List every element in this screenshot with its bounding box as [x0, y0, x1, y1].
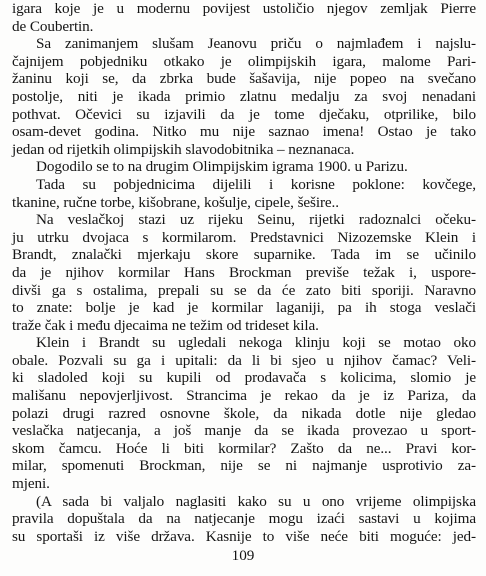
text-line: da je njihov kormilar Hans Brockman previše težak i, uspore-	[12, 263, 476, 281]
body-text	[12, 0, 476, 545]
text-line: jedan od rijetkih olimpijskih slavodobitnika – neznanaca.	[12, 140, 355, 158]
text-line: Dogodilo se to na drugim Olimpijskim igrama 1900. u Parizu.	[36, 158, 408, 176]
text-line: traže čak i među djecaima ne težim od trideset kila.	[12, 316, 319, 334]
text-line: veslačka natjecanja, a još manje da se ikada provezao u sport-	[12, 422, 476, 440]
text-line: igara koje je u modernu povijest ustoličio njegov zemljak Pierre	[12, 0, 476, 17]
text-line: čajnijem pobjedniku otkako je olimpijskih igara, malome Pari-	[12, 52, 476, 70]
text-line: Brandt, znalački mjerkaju skore suparnike. Tada im se učinilo	[12, 246, 476, 264]
text-line: Na veslačkoj stazi uz rijeku Seinu, rijetki radoznalci očeku-	[36, 211, 476, 229]
text-line: postolje, niti je ikada primio zlatnu medalju za svoj nenadani	[12, 87, 476, 105]
text-line: mališanu nepovjerljivost. Strancima je rekao da je iz Pariza, da	[12, 387, 476, 405]
text-line: ju utrku dvojaca s kormilarom. Predstavnici Nizozemske Klein i	[12, 228, 476, 246]
text-line: pravila dopuštala da na natjecanje mogu izaći sastavi u kojima	[12, 510, 476, 528]
text-line: Klein i Brandt su ugledali nekoga klinju koji se motao oko	[36, 334, 476, 352]
text-line: skom čamcu. Hoće li biti kormilar? Zašto da ne... Pravi kor-	[12, 439, 476, 457]
text-line: su sportaši iz više država. Kasnije to više neće biti moguće: jed-	[12, 527, 476, 545]
text-line: obale. Pozvali su ga i upitali: da li bi sjeo u njihov čamac? Veli-	[12, 351, 476, 369]
page-number: 109	[231, 547, 255, 564]
text-line: Sa zanimanjem slušam Jeanovu priču o najmlađem i najslu-	[36, 35, 476, 53]
text-line: pothvat. Očevici su izjavili da je tome dječaku, otprilike, bilo	[12, 105, 476, 123]
text-line: to znate: bolje je kad je kormilar laganiji, pa ih stoga veslači	[12, 299, 476, 317]
text-line: osam-devet godina. Nitko mu nije saznao imena! Ostao je tako	[12, 123, 476, 141]
text-line: ki sladoled koji su kupili od prodavača s kolicima, slomio je	[12, 369, 476, 387]
text-line: žaninu koji se, da zbrka bude šašavija, nije popeo na svečano	[12, 70, 476, 88]
text-line: de Coubertin.	[12, 17, 94, 35]
text-line: tkanine, ručne torbe, kišobrane, košulje, cipele, šešire..	[12, 193, 339, 211]
text-line: (A sada bi valjalo naglasiti kako su u ono vrijeme olimpijska	[36, 492, 476, 510]
text-line: mjeni.	[12, 475, 50, 493]
text-line: divši ga s ostalima, prepali su se da će zato biti sporiji. Naravno	[12, 281, 476, 299]
text-line: polazi drugi razred osnovne škole, da nikada dotle nije gledao	[12, 404, 476, 422]
text-line: milar, spomenuti Brockman, nije se ni najmanje usprotivio za-	[12, 457, 476, 475]
text-line: Tada su pobjednicima dijelili i korisne poklone: kovčege,	[36, 175, 476, 193]
